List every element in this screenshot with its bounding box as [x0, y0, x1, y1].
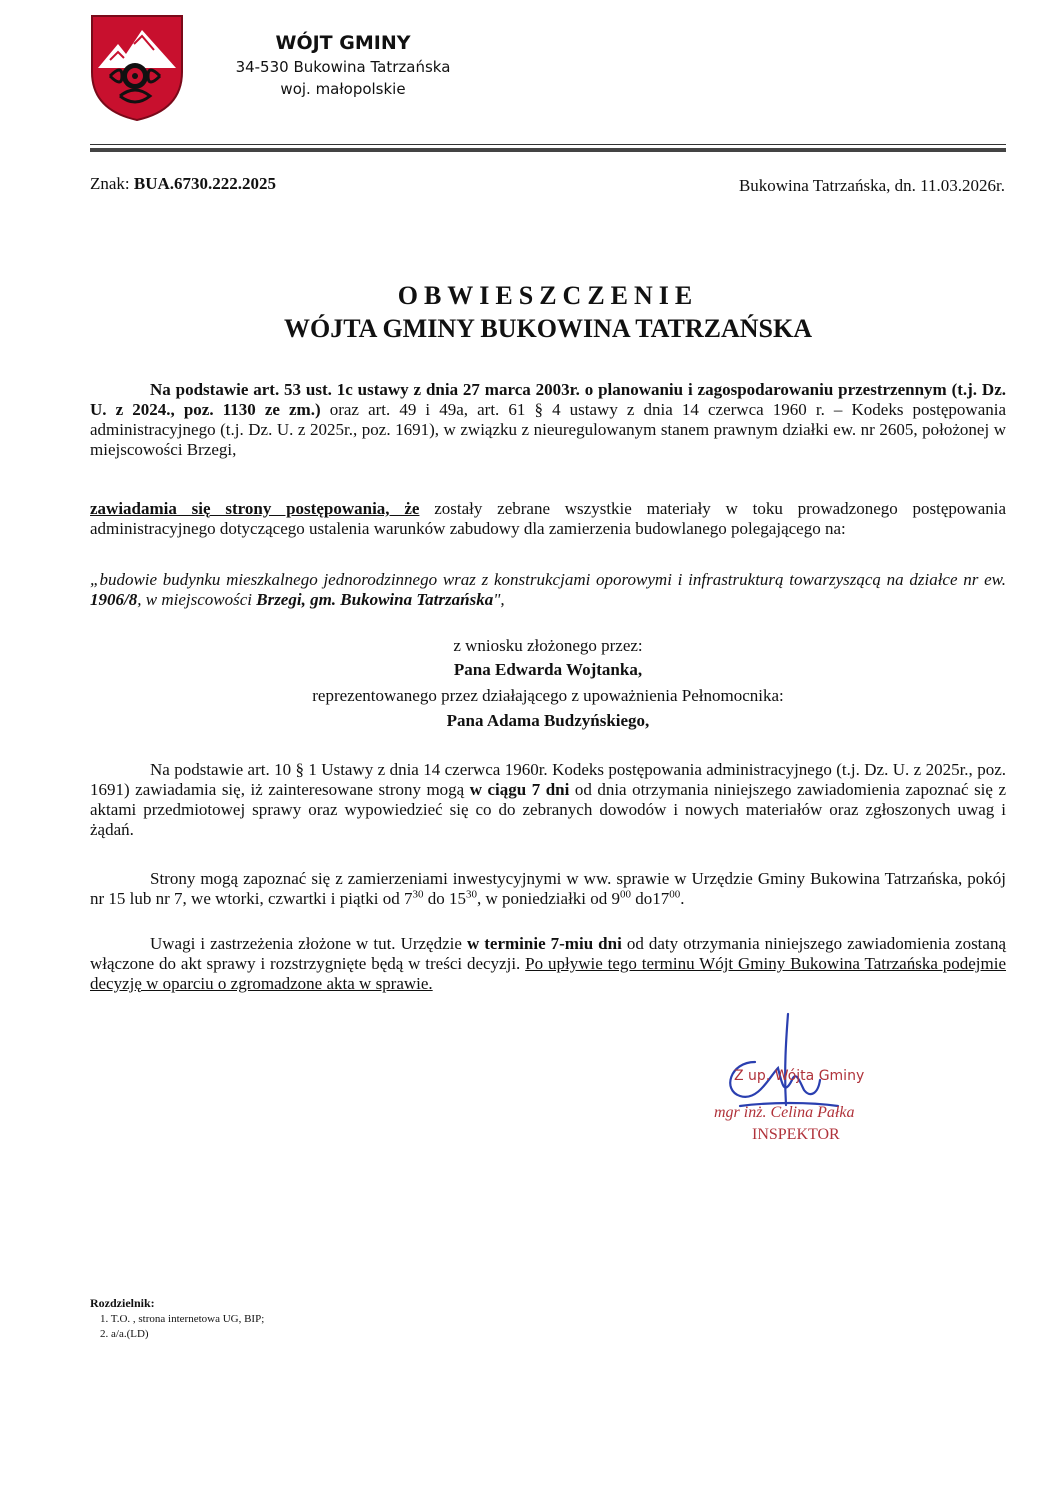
header-divider-thick	[90, 148, 1006, 152]
document-subtitle: WÓJTA GMINY BUKOWINA TATRZAŃSKA	[283, 314, 812, 343]
issuer-region: woj. małopolskie	[280, 80, 406, 98]
stamp-official-title: INSPEKTOR	[752, 1126, 840, 1143]
legal-basis-paragraph: Na podstawie art. 53 ust. 1c ustawy z dnia 27 marca 2003r. o planowaniu i zagospodarowaniu przestrzennym (t.j. Dz. U. z 2024., poz. 1130 ze zm.) oraz art. 49 i 49a, art. 61 § 4 ustawy z dnia 14 czerwca 1960 r. – Kodeks postępowania administracyjnego (t.j. Dz. U. z 2025r., poz. 1691), w związku z nieuregulowanym stanem prawnym działki ew. nr 2605, położonej w miejscowości Brzegi,	[90, 380, 1007, 459]
stamp-authorization-line: Z up. Wójta Gminy	[734, 1068, 865, 1084]
stamp-official-name: mgr inż. Celina Pałka	[714, 1104, 855, 1121]
coat-of-arms-logo	[90, 14, 184, 122]
signature-stamp	[700, 1010, 960, 1160]
proxy-intro: reprezentowanego przez działającego z upoważnienia Pełnomocnika:	[312, 686, 784, 705]
distribution-title: Rozdzielnik:	[90, 1296, 155, 1310]
review-rights-paragraph: Na podstawie art. 10 § 1 Ustawy z dnia 14 czerwca 1960r. Kodeks postępowania administracyjnego (t.j. Dz. U. z 2025r., poz. 1691) zawiadamia się, iż zainteresowane strony mogą w ciągu 7 dni od dnia otrzymania niniejszego zawiadomienia zapoznać się z aktami przedmiotowej sprawy oraz wypowiedzieć się co do zebranych dowodów i nowych materiałów oraz zgłoszonych uwag i żądań.	[90, 760, 1006, 839]
header-divider-thin	[90, 144, 1006, 145]
place-and-date: Bukowina Tatrzańska, dn. 11.03.2026r.	[738, 176, 1005, 195]
notification-paragraph: zawiadamia się strony postępowania, że zostały zebrane wszystkie materiały w toku prowadzonego postępowania administracyjnego dotyczącego ustalenia warunków zabudowy dla zamierzenia budowlanego polegającego na:	[90, 499, 1007, 538]
proxy-name: Pana Adama Budzyńskiego,	[446, 711, 650, 730]
issuer-title: WÓJT GMINY	[275, 32, 411, 54]
applicant-intro: z wniosku złożonego przez:	[453, 636, 643, 655]
document-title: OBWIESZCZENIE	[397, 281, 699, 310]
issuer-address: 34-530 Bukowina Tatrzańska	[235, 58, 451, 76]
case-reference: Znak: BUA.6730.222.2025	[90, 174, 277, 193]
comments-deadline-paragraph: Uwagi i zastrzeżenia złożone w tut. Urzędzie w terminie 7-miu dni od daty otrzymania niniejszego zawiadomienia zostaną włączone do akt sprawy i rozstrzygnięte będą w treści decyzji. Po upływie tego terminu Wójt Gminy Bukowina Tatrzańska podejmie decyzję w oparciu o zgromadzone akta w sprawie.	[90, 934, 1007, 993]
office-hours-paragraph: Strony mogą zapoznać się z zamierzeniami inwestycyjnymi w ww. sprawie w Urzędzie Gminy Bukowina Tatrzańska, pokój nr 15 lub nr 7, we wtorki, czwartki i piątki od $7^{30}$ do $15^{30}$, w poniedziałki od $9^{00}$ $do17^{00}$.	[90, 869, 1006, 908]
distribution-item: 2. a/a.(LD)	[100, 1328, 149, 1340]
distribution-item: 1. T.O. , strona internetowa UG, BIP;	[100, 1313, 265, 1325]
project-description-quote: „budowie budynku mieszkalnego jednorodzinnego wraz z konstrukcjami oporowymi i infrastrukturą towarzyszącą na działce nr ew. 1906/8, w miejscowości Brzegi, gm. Bukowina Tatrzańska",	[90, 570, 1006, 609]
applicant-name: Pana Edwarda Wojtanka,	[453, 660, 643, 679]
